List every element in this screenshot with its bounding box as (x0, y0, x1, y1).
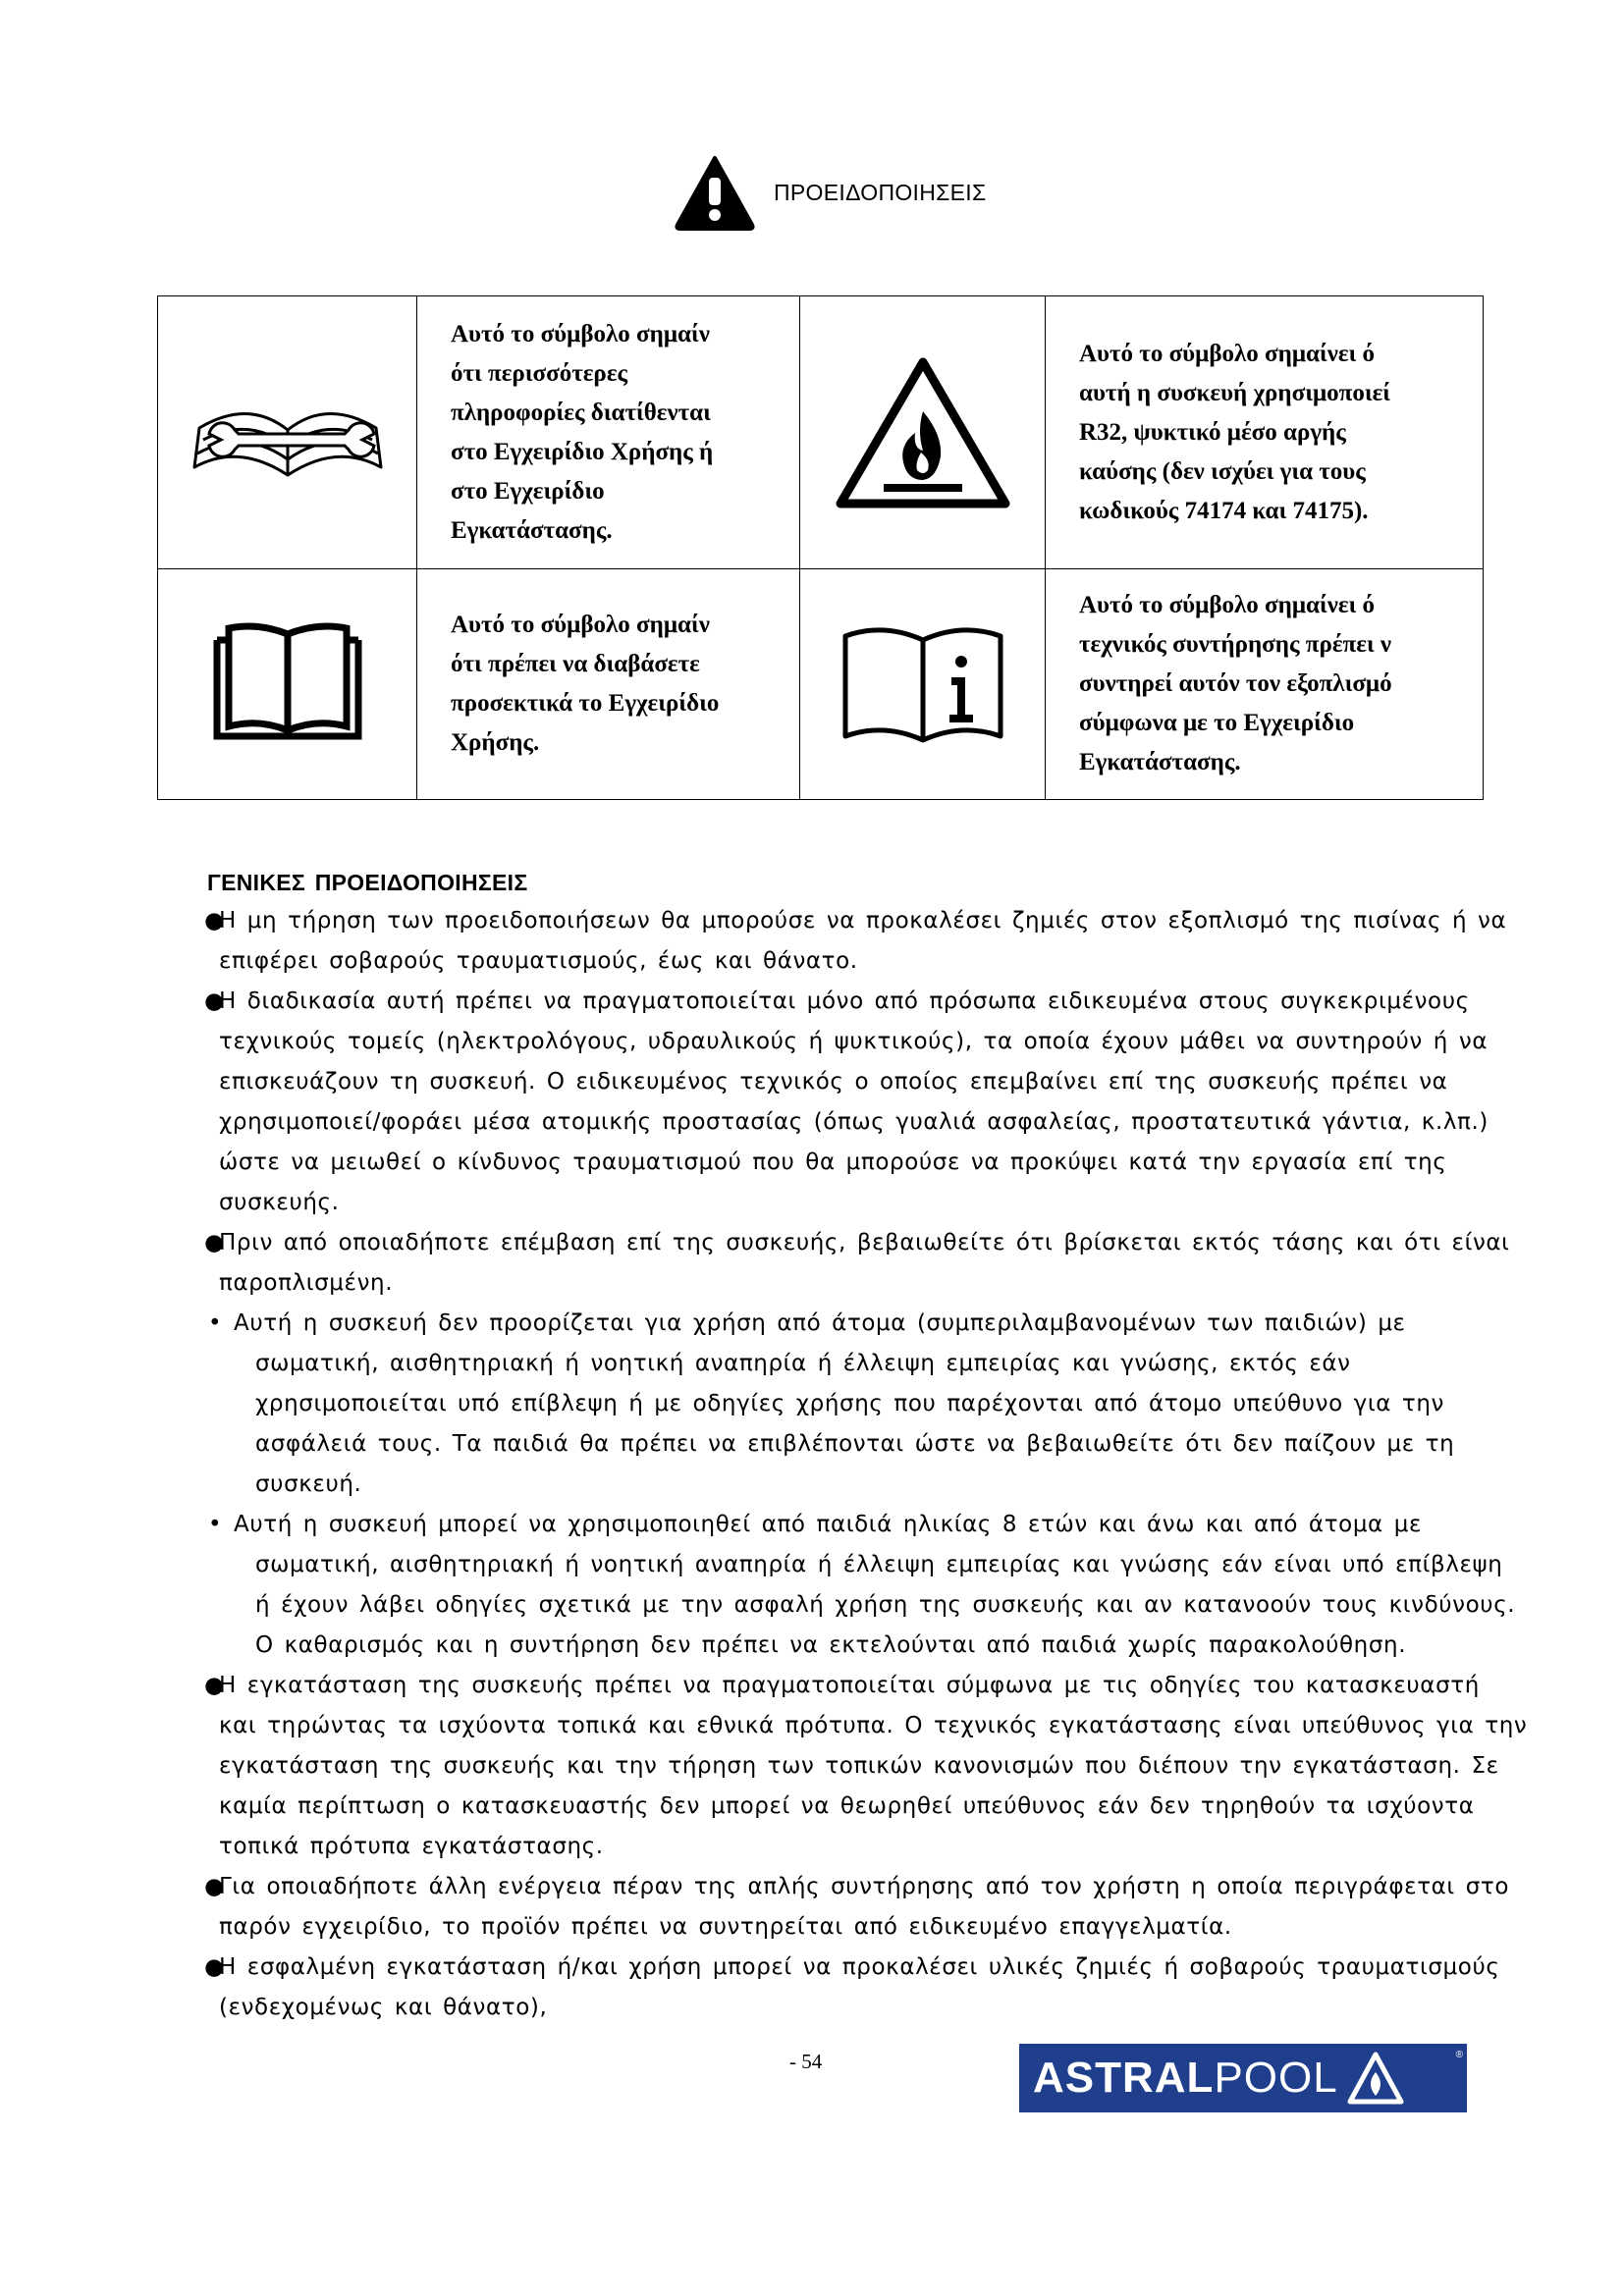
symbol-text-read-manual: Αυτό το σύμβολο σημαίν ότι πρέπει να διαβάσετε προσεκτικά το Εγχειρίδιο Χρήσης. (417, 569, 800, 800)
info-manual-icon (839, 620, 1006, 748)
warning-item: ● Η εσφαλμένη εγκατάσταση ή/και χρήση μπορεί να προκαλέσει υλικές ζημιές ή σοβαρούς τραυματισμούς (ενδεχομένως και θάνατο), (204, 1954, 1500, 2020)
general-warnings-title: ΓΕΝΙΚΕΣ ΠΡΟΕΙΔΟΠΟΙΗΣΕΙΣ (207, 870, 528, 895)
symbol-cell-info-manual (800, 569, 1046, 800)
astralpool-logo: ASTRALPOOL ® (1019, 2044, 1467, 2112)
manual-wrench-icon (189, 369, 386, 497)
warnings-header (674, 153, 987, 232)
symbol-cell-read-manual (158, 569, 417, 800)
warning-item: • Αυτή η συσκευή δεν προορίζεται για χρήση από άτομα (συμπεριλαμβανομένων των παιδιών) με σωματική, αισθητηριακή ή νοητική αναπηρία ή έλλειψη εμπειρίας και γνώσης, εκτός εάν χρησιμοποιείται υπό επίβλεψη ή με οδηγίες χρήσης που παρέχονται από άτομο υπεύθυνο για την ασφάλειά τους. Τα παιδιά θα πρέπει να επιβλέπονται ώστε να βεβαιωθείτε ότι δεν παίζουν με τη συσκευή. (208, 1310, 1455, 1497)
warning-item: ● Πριν από οποιαδήποτε επέμβαση επί της συσκευής, βεβαιωθείτε ότι βρίσκεται εκτός τάσης και ότι είναι παροπλισμένη. (204, 1230, 1510, 1296)
warning-item: ● Η εγκατάσταση της συσκευής πρέπει να πραγματοποιείται σύμφωνα με τις οδηγίες του κατασκευαστή και τηρώντας τα ισχύοντα τοπικά και εθνικά πρότυπα. Ο τεχνικός εγκατάστασης είναι υπεύθυνος για την εγκατάσταση της συσκευής και την τήρηση των τοπικών κανονισμών που διέπουν την εγκατάσταση. Σε καμία περίπτωση ο κατασκευαστής δεν μπορεί να θεωρηθεί υπεύθυνος εάν δεν τηρηθούν τα ισχύοντα τοπικά πρότυπα εγκατάστασης. (204, 1673, 1528, 1859)
flammable-icon (835, 354, 1011, 511)
warning-item: • Αυτή η συσκευή μπορεί να χρησιμοποιηθεί από παιδιά ηλικίας 8 ετών και άνω και από άτομα με σωματική, αισθητηριακή ή νοητική αναπηρία ή έλλειψη εμπειρίας και γνώσης εάν είναι υπό επίβλεψη ή έχουν λάβει οδηγίες σχετικά με την ασφαλή χρήση της συσκευής και αν κατανοούν τους κινδύνους. Ο καθαρισμός και η συντήρηση δεν πρέπει να εκτελούνται από παιδιά χωρίς παρακολούθηση. (208, 1512, 1516, 1658)
symbol-cell-manual (158, 296, 417, 569)
symbol-text-info-manual: Αυτό το σύμβολο σημαίνει ό τεχνικός συντήρησης πρέπει ν συντηρεί αυτόν τον εξοπλισμό σύμφωνα με το Εγχειρίδιο Εγκατάστασης. (1046, 569, 1484, 800)
warning-triangle-icon (674, 154, 756, 231)
warning-item: ● Η διαδικασία αυτή πρέπει να πραγματοποιείται μόνο από πρόσωπα ειδικευμένα στους συγκεκριμένους τεχνικούς τομείς (ηλεκτρολόγους, υδραυλικούς ή ψυκτικούς), τα οποία έχουν μάθει να συντηρούν ή να επισκευάζουν τη συσκευή. Ο ειδικευμένος τεχνικός ο οποίος επεμβαίνει επί της συσκευής πρέπει να χρησιμοποιεί/φοράει μέσα ατομικής προστασίας (όπως γυαλιά ασφαλείας, προστατευτικά γάντια, κ.λπ.) ώστε να μειωθεί ο κίνδυνος τραυματισμού που θα μπορούσε να προκύψει κατά την εργασία επί της συσκευής. (204, 988, 1489, 1215)
astralpool-logo-mark-icon (1346, 2051, 1405, 2106)
page-number: - 54 (789, 2050, 823, 2073)
warnings-title: ΠΡΟΕΙΔΟΠΟΙΗΣΕΙΣ (774, 179, 987, 205)
symbol-text-flammable: Αυτό το σύμβολο σημαίνει ό αυτή η συσκευή χρησιμοποιεί R32, ψυκτικό μέσο αργής καύσης (δεν ισχύει για τους κωδικούς 74174 και 74175). (1046, 296, 1484, 569)
symbol-cell-flammable (800, 296, 1046, 569)
read-manual-icon (209, 620, 366, 748)
general-warnings (204, 864, 1563, 2028)
warning-item: ● Για οποιαδήποτε άλλη ενέργεια πέραν της απλής συντήρησης από τον χρήστη η οποία περιγράφεται στο παρόν εγχειρίδιο, το προϊόν πρέπει να συντηρείται από ειδικευμένο επαγγελματία. (204, 1874, 1509, 1940)
symbol-text-manual: Αυτό το σύμβολο σημαίν ότι περισσότερες πληροφορίες διατίθενται στο Εγχειρίδιο Χρήσης ή στο Εγχειρίδιο Εγκατάστασης. (417, 296, 800, 569)
warning-item: ● Η μη τήρηση των προειδοποιήσεων θα μπορούσε να προκαλέσει ζημιές στον εξοπλισμό της πισίνας ή να επιφέρει σοβαρούς τραυματισμούς, έως και θάνατο. (204, 908, 1507, 974)
symbols-table (157, 295, 1484, 800)
